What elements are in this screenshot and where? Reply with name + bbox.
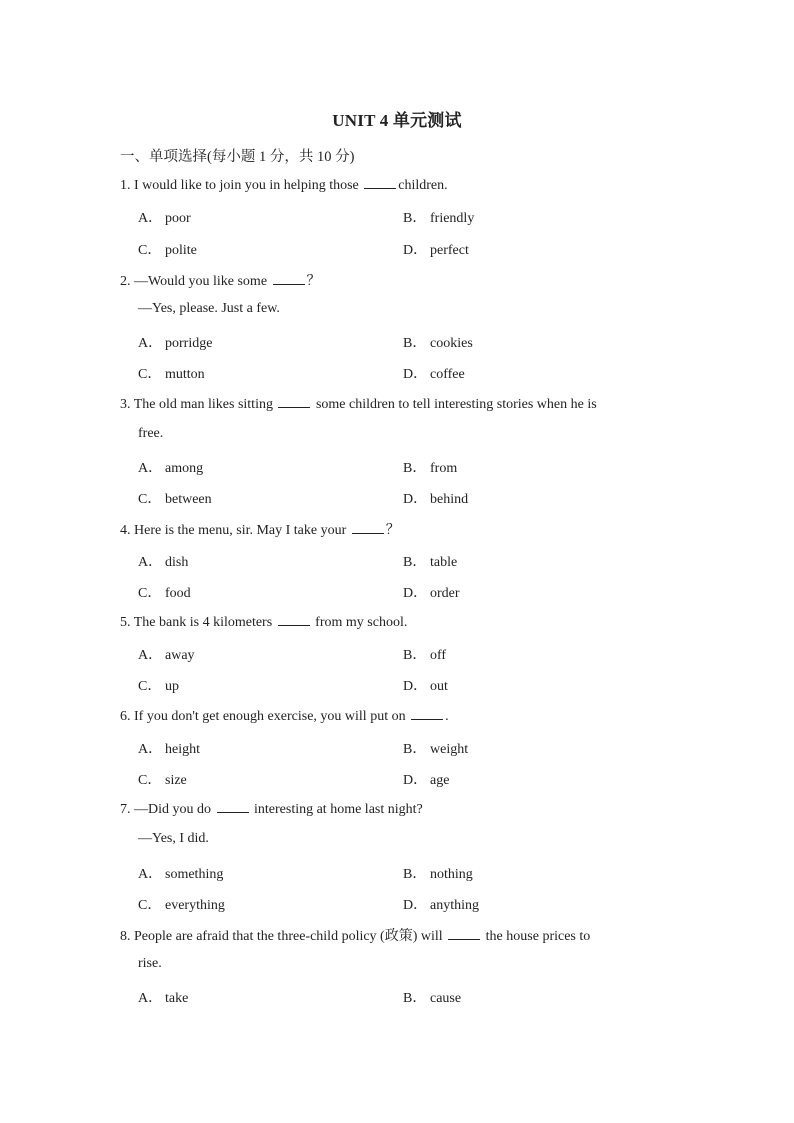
q4-option-a: A． dish bbox=[138, 555, 189, 570]
question-2: 2. —Would you like some ？ bbox=[120, 274, 321, 289]
q1-option-b: B． friendly bbox=[403, 211, 475, 226]
q3-option-c: C． between bbox=[138, 492, 212, 507]
question-2-reply: —Yes, please. Just a few. bbox=[138, 301, 280, 316]
answer-blank bbox=[364, 176, 396, 189]
q7-option-a: A． something bbox=[138, 867, 224, 882]
answer-blank bbox=[411, 707, 443, 720]
q2-option-a: A． porridge bbox=[138, 336, 213, 351]
question-7-reply: —Yes, I did. bbox=[138, 831, 209, 846]
answer-blank bbox=[217, 800, 249, 813]
q7-option-d: D． anything bbox=[403, 898, 479, 913]
question-3-continued: free. bbox=[138, 426, 164, 441]
q4-option-d: D． order bbox=[403, 586, 460, 601]
q2-option-b: B． cookies bbox=[403, 336, 473, 351]
q2-option-d: D． coffee bbox=[403, 367, 465, 382]
page-title: UNIT 4 单元测试 bbox=[332, 111, 462, 130]
q4-option-b: B． table bbox=[403, 555, 458, 570]
q3-option-b: B． from bbox=[403, 461, 458, 476]
question-6: 6. If you don't get enough exercise, you will put on . bbox=[120, 709, 449, 724]
q5-option-a: A． away bbox=[138, 648, 195, 663]
q5-option-c: C． up bbox=[138, 679, 179, 694]
q6-option-d: D． age bbox=[403, 773, 450, 788]
q3-option-a: A． among bbox=[138, 461, 204, 476]
q6-option-a: A． height bbox=[138, 742, 200, 757]
answer-blank bbox=[352, 521, 384, 534]
q8-option-b: B． cause bbox=[403, 991, 462, 1006]
question-4: 4. Here is the menu, sir. May I take your ？ bbox=[120, 523, 400, 538]
q6-option-c: C． size bbox=[138, 773, 187, 788]
q1-option-d: D． perfect bbox=[403, 243, 469, 258]
q1-option-c: C． polite bbox=[138, 243, 197, 258]
q6-option-b: B． weight bbox=[403, 742, 469, 757]
question-5: 5. The bank is 4 kilometers from my school. bbox=[120, 615, 408, 630]
answer-blank bbox=[273, 272, 305, 285]
q1-option-a: A． poor bbox=[138, 211, 191, 226]
question-8-continued: rise. bbox=[138, 956, 162, 971]
q5-option-b: B． off bbox=[403, 648, 447, 663]
question-8: 8. People are afraid that the three-child policy (政策) will the house prices to bbox=[120, 929, 591, 944]
answer-blank bbox=[278, 395, 310, 408]
section-heading: 一、单项选择(每小题 1 分，共 10 分) bbox=[120, 149, 355, 165]
answer-blank bbox=[278, 613, 310, 626]
q4-option-c: C． food bbox=[138, 586, 191, 601]
q8-option-a: A． take bbox=[138, 991, 189, 1006]
question-7: 7. —Did you do interesting at home last night? bbox=[120, 802, 423, 817]
q7-option-c: C． everything bbox=[138, 898, 225, 913]
q7-option-b: B． nothing bbox=[403, 867, 473, 882]
q5-option-d: D． out bbox=[403, 679, 448, 694]
question-1: 1. I would like to join you in helping those children. bbox=[120, 178, 448, 193]
q2-option-c: C． mutton bbox=[138, 367, 205, 382]
q3-option-d: D． behind bbox=[403, 492, 469, 507]
answer-blank bbox=[448, 927, 480, 940]
question-3: 3. The old man likes sitting some children to tell interesting stories when he is bbox=[120, 397, 597, 412]
